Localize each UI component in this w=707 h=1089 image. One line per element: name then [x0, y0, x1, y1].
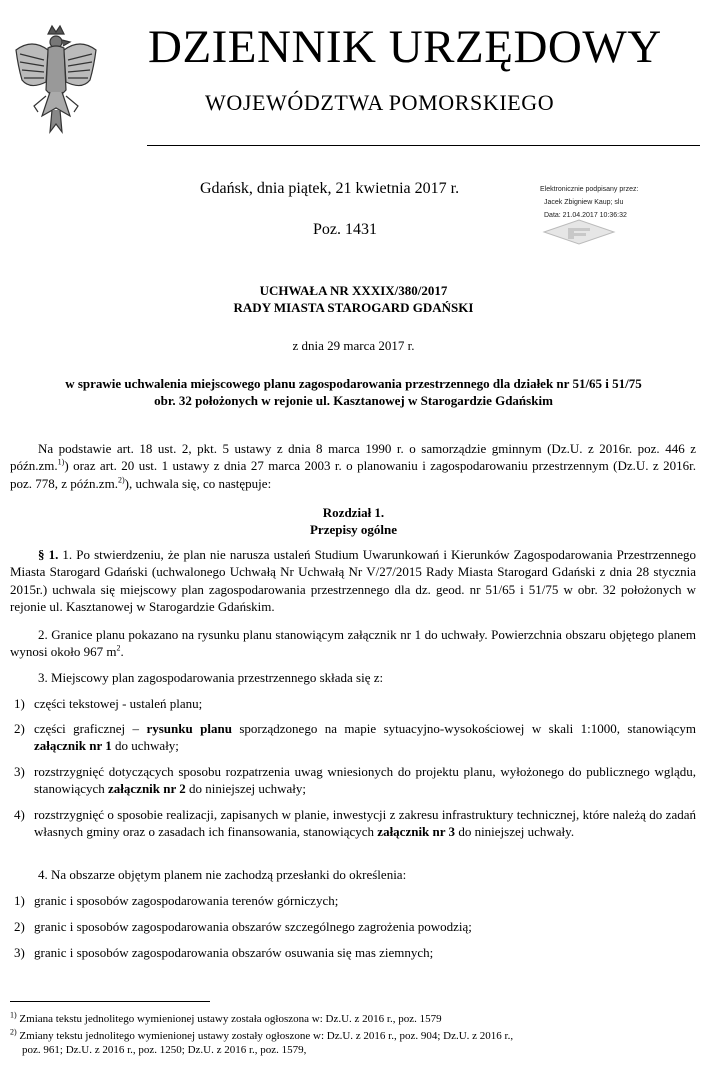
list-item: 1) części tekstowej - ustaleń planu; [14, 696, 203, 711]
resolution-subject-line-1: w sprawie uchwalenia miejscowego planu zagospodarowania przestrzennego dla działek nr 51/65 i 51/75 [65, 376, 642, 391]
resolution-title: UCHWAŁA NR XXXIX/380/2017 [259, 283, 448, 298]
list-item: 3) granic i sposobów zagospodarowania obszarów osuwania się mas ziemnych; [14, 945, 434, 960]
section-1-paragraph-2: 2. Granice planu pokazano na rysunku planu stanowiącym załącznik nr 1 do uchwały. Powierzchnia obszaru objętego planem wynosi około 967 $m^2$. [10, 627, 696, 660]
electronic-signature [540, 183, 638, 222]
polish-eagle-emblem [12, 20, 100, 140]
list-item: 1) granic i sposobów zagospodarowania terenów górniczych; [14, 893, 339, 908]
signature-stamp-icon [540, 218, 618, 246]
footnote-1: $^{1)}$ Zmiana tekstu jednolitego wymienionej ustawy została ogłoszona w: Dz.U. z 2016 r., poz. 1579 [10, 1010, 442, 1025]
list-item: 4) rozstrzygnięć o sposobie realizacji, zapisanych w planie, inwestycji z zakresu infrastruktury technicznej, które należą do zadań własnych gminy oraz o zasadach ich finansowania, stanowiących załącznik nr 3 do niniejszej uchwały. [14, 807, 696, 840]
chapter-name: Przepisy ogólne [309, 522, 397, 537]
resolution-date: z dnia 29 marca 2017 r. [292, 338, 415, 353]
journal-title: DZIENNIK URZĘDOWY [148, 21, 662, 73]
signature-line-1: Elektronicznie podpisany przez: [540, 186, 639, 193]
list-item: 2) granic i sposobów zagospodarowania obszarów szczególnego zagrożenia powodzią; [14, 919, 472, 934]
section-1-paragraph-1: § 1. 1. Po stwierdzeniu, że plan nie narusza ustaleń Studium Uwarunkowań i Kierunków Zagospodarowania Przestrzennego Miasta Starogard Gdański (uchwalonego Uchwałą Nr Uchwałą Nr V/27/2015 Rady Miasta Starogard Gdański z dnia 28 stycznia 2015r.) uchwala się miejscowy plan zagospodarowania przestrzennego dla dz. geod. nr 51/65 i 51/75 w obr. 32 położonych w rejonie ul. Kasztanowej w Starogardzie Gdańskim. [10, 547, 697, 614]
list-item: 3) rozstrzygnięć dotyczących sposobu rozpatrzenia uwag wniesionych do projektu planu, wyłożonego do publicznego wglądu, stanowiących załącznik nr 2 do niniejszej uchwały; [14, 764, 696, 797]
resolution-subject-line-2: obr. 32 położonych w rejonie ul. Kasztanowej w Starogardzie Gdańskim [154, 393, 553, 408]
resolution-council: RADY MIASTA STAROGARD GDAŃSKI [233, 300, 474, 315]
section-1-paragraph-4: 4. Na obszarze objętym planem nie zachodzą przesłanki do określenia: [38, 867, 407, 882]
header-divider [147, 145, 700, 146]
signature-line-2: Jacek Zbigniew Kaup; slu [544, 199, 624, 206]
position-number: Poz. 1431 [313, 221, 377, 238]
chapter-number: Rozdział 1. [322, 505, 385, 520]
footnote-2: $^{2)}$ Zmiany tekstu jednolitego wymienionej ustawy zostały ogłoszone w: Dz.U. z 2016 r., poz. 904; Dz.U. z 2016 r., poz. 961; Dz.U. z 2016 r., poz. 1250; Dz.U. z 2016 r., poz. 1579, [10, 1027, 514, 1056]
journal-subtitle: WOJEWÓDZTWA POMORSKIEGO [205, 90, 555, 115]
preamble: Na podstawie art. 18 ust. 2, pkt. 5 ustawy z dnia 8 marca 1990 r. o samorządzie gminnym (Dz.U. z 2016r. poz. 446 z późn.zm.$^{1)}$) oraz art. 20 ust. 1 ustawy z dnia 27 marca 2003 r. o planowaniu i zagospodarowaniu przestrzennym (Dz.U. z 2016r. poz. 778, z późn.zm.$^{2)}$), uchwala się, co następuje: [10, 441, 696, 491]
list-item: 2) części graficznej – rysunku planu sporządzonego na mapie sytuacyjno-wysokościowej w skali 1:1000, stanowiącym załącznik nr 1 do uchwały; [14, 721, 696, 754]
footnote-divider [10, 1001, 210, 1002]
publication-date: Gdańsk, dnia piątek, 21 kwietnia 2017 r. [200, 180, 460, 197]
section-1-paragraph-3: 3. Miejscowy plan zagospodarowania przestrzennego składa się z: [38, 670, 384, 685]
signature-line-3: Data: 21.04.2017 10:36:32 [544, 212, 627, 219]
